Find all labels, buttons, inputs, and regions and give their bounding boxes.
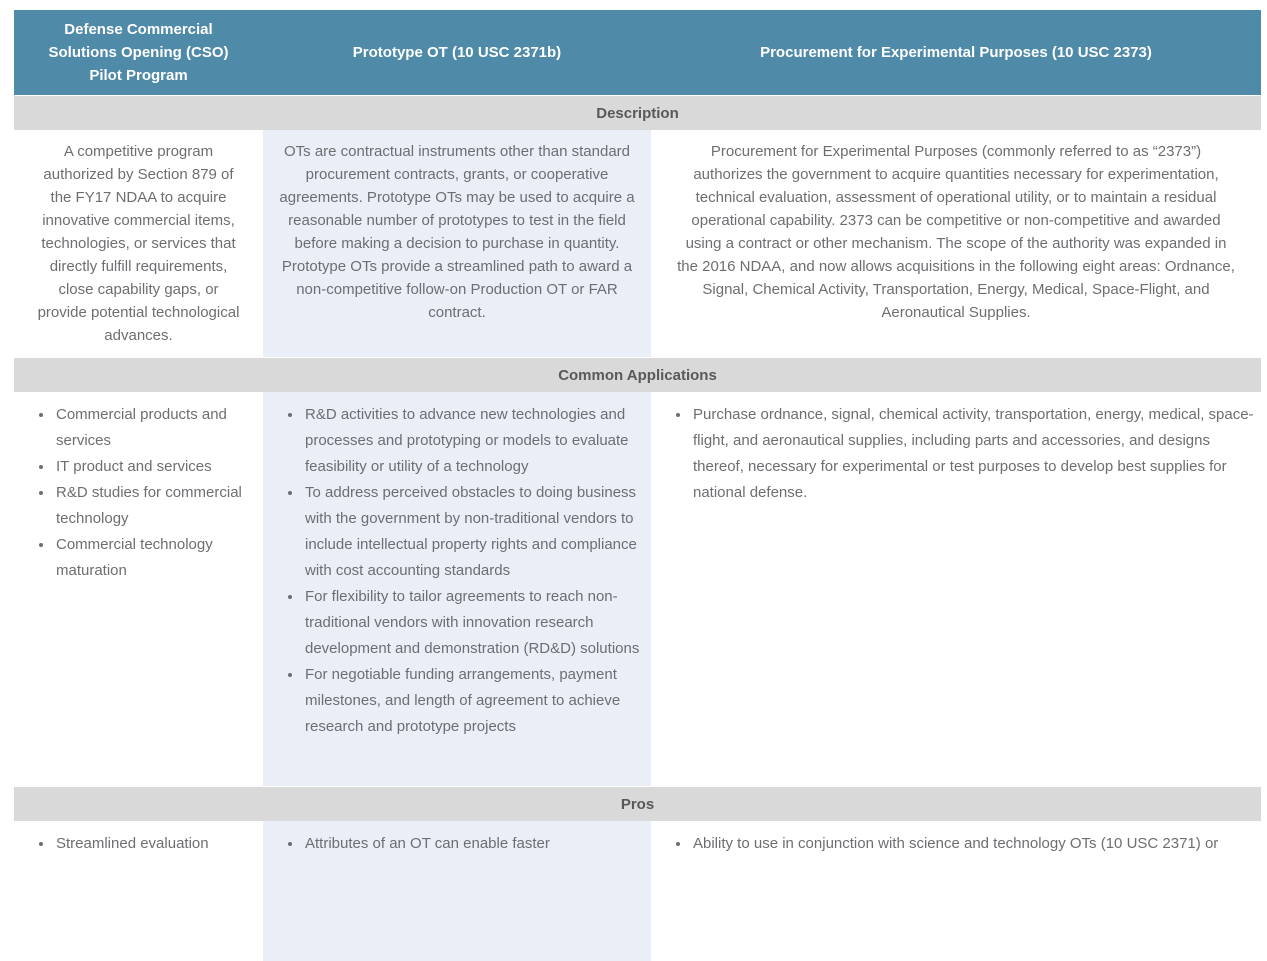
table-cell <box>651 130 1261 357</box>
cell-list <box>263 831 651 857</box>
cell-list <box>14 402 263 584</box>
column-header-cso: Defense Commercial Solutions Opening (CSO) Pilot Program <box>48 21 229 84</box>
list-item: • R&D studies for commercial technology <box>54 480 263 532</box>
table-cell <box>14 392 263 786</box>
list-item: • Attributes of an OT can enable faster <box>303 831 651 857</box>
column-header-prototype-ot: Prototype OT (10 USC 2371b) <box>352 44 562 61</box>
section-title-description: Description <box>14 96 1261 130</box>
section-row-common-applications <box>14 392 1261 786</box>
section-row-pros <box>14 821 1261 961</box>
list-item: • For negotiable funding arrangements, payment milestones, and length of agreement to achieve research and prototype projects <box>303 662 651 740</box>
table-cell <box>263 392 651 786</box>
table-sections <box>14 96 1261 961</box>
cell-list <box>263 402 651 740</box>
section-row-description <box>14 130 1261 357</box>
list-item: • Purchase ordnance, signal, chemical activity, transportation, energy, medical, space-flight, and aeronautical supplies, including parts and accessories, and designs thereof, necessary for experimental or test purposes to develop best supplies for national defense. <box>691 402 1261 506</box>
cell-paragraph: Procurement for Experimental Purposes (commonly referred to as “2373”) authorizes the government to acquire quantities necessary for experimentation, technical evaluation, assessment of operational utility, or to maintain a residual operational capability. 2373 can be competitive or non-competitive and awarded using a contract or other mechanism. The scope of the authority was expanded in the 2016 NDAA, and now allows acquisitions in the following eight areas: Ordnance, Signal, Chemical Activity, Transportation, Energy, Medical, Space-Flight, and Aeronautical Supplies. <box>677 143 1235 321</box>
table-cell <box>14 130 263 357</box>
table-header-row <box>14 10 1261 95</box>
table-cell <box>263 130 651 357</box>
list-item: • To address perceived obstacles to doing business with the government by non-traditional vendors to include intellectual property rights and compliance with cost accounting standards <box>303 480 651 584</box>
list-item: • Streamlined evaluation <box>54 831 263 857</box>
list-item: • Ability to use in conjunction with science and technology OTs (10 USC 2371) or <box>691 831 1261 857</box>
list-item: • R&D activities to advance new technologies and processes and prototyping or models to evaluate feasibility or utility of a technology <box>303 402 651 480</box>
cell-list <box>651 402 1261 506</box>
table-cell <box>651 392 1261 786</box>
section-title-common-applications: Common Applications <box>14 358 1261 392</box>
list-item: • IT product and services <box>54 454 263 480</box>
list-item: • Commercial technology maturation <box>54 532 263 584</box>
comparison-table <box>14 10 1261 961</box>
section-title-pros: Pros <box>14 787 1261 821</box>
table-cell <box>263 821 651 961</box>
list-item: • Commercial products and services <box>54 402 263 454</box>
list-item: • For flexibility to tailor agreements to reach non-traditional vendors with innovation research development and demonstration (RD&D) solutions <box>303 584 651 662</box>
cell-paragraph: A competitive program authorized by Section 879 of the FY17 NDAA to acquire innovative commercial items, technologies, or services that directly fulfill requirements, close capability gaps, or provide potential technological advances. <box>37 143 240 344</box>
cell-list <box>14 831 263 857</box>
cell-list <box>651 831 1261 857</box>
table-cell <box>14 821 263 961</box>
cell-paragraph: OTs are contractual instruments other than standard procurement contracts, grants, or cooperative agreements. Prototype OTs may be used to acquire a reasonable number of prototypes to test in the field before making a decision to purchase in quantity. Prototype OTs provide a streamlined path to award a non-competitive follow-on Production OT or FAR contract. <box>279 143 635 321</box>
column-header-2373: Procurement for Experimental Purposes (10 USC 2373) <box>760 44 1152 61</box>
table-cell <box>651 821 1261 961</box>
